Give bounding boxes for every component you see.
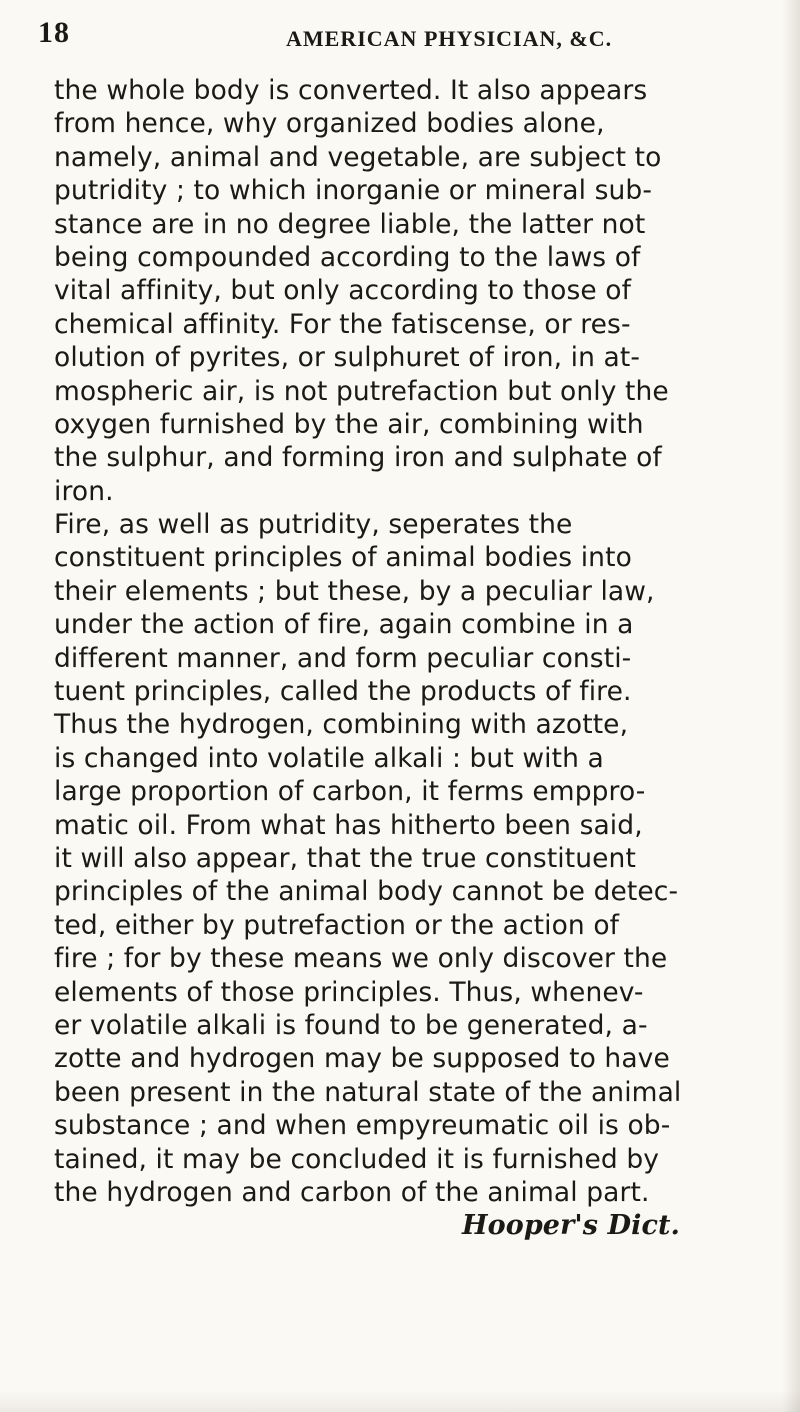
text-line: matic oil. From what has hitherto been said, <box>54 809 643 841</box>
text-line: been present in the natural state of the animal <box>54 1076 682 1108</box>
text-line: vital affinity, but only according to those of <box>54 275 632 307</box>
text-line: substance ; and when empyreumatic oil is ob- <box>54 1110 671 1142</box>
text-line: large proportion of carbon, it ferms emppro- <box>54 776 646 808</box>
source-citation: Hooper's Dict. <box>462 1210 681 1242</box>
text-line: Thus the hydrogen, combining with azotte, <box>54 709 629 741</box>
body-text <box>54 74 754 1243</box>
text-line: olution of pyrites, or sulphuret of iron, in at- <box>54 342 641 374</box>
text-line: namely, animal and vegetable, are subject to <box>54 141 662 173</box>
text-line: ted, either by putrefaction or the action of <box>54 909 620 941</box>
text-line: er volatile alkali is found to be generated, a- <box>54 1009 648 1041</box>
text-line: from hence, why organized bodies alone, <box>54 108 605 140</box>
text-line: zotte and hydrogen may be supposed to have <box>54 1043 670 1075</box>
text-line: constituent principles of animal bodies into <box>54 542 632 574</box>
text-line: their elements ; but these, by a peculiar law, <box>54 575 655 607</box>
text-line: mospheric air, is not putrefaction but only the <box>54 375 669 407</box>
text-line: being compounded according to the laws of <box>54 241 641 273</box>
text-line: is changed into volatile alkali : but with a <box>54 742 604 774</box>
text-line: stance are in no degree liable, the latter not <box>54 208 646 240</box>
text-line: tained, it may be concluded it is furnished by <box>54 1143 660 1175</box>
text-line: fire ; for by these means we only discover the <box>54 943 668 975</box>
text-line: different manner, and form peculiar consti- <box>54 642 632 674</box>
text-line: it will also appear, that the true constituent <box>54 842 636 874</box>
text-line: putridity ; to which inorganie or mineral sub- <box>54 175 653 207</box>
running-head: AMERICAN PHYSICIAN, &C. <box>286 26 613 51</box>
text-line: elements of those principles. Thus, whenev- <box>54 976 644 1008</box>
text-line: the sulphur, and forming iron and sulphate of <box>54 442 662 474</box>
text-line: tuent principles, called the products of fire. <box>54 676 632 708</box>
text-line: oxygen furnished by the air, combining with <box>54 408 644 440</box>
text-line: iron. <box>54 475 114 507</box>
scan-shadow-edge <box>782 0 800 1412</box>
text-line: principles of the animal body cannot be detec- <box>54 876 679 908</box>
text-line: Fire, as well as putridity, seperates the <box>54 509 573 541</box>
text-line: the hydrogen and carbon of the animal part. <box>54 1176 650 1208</box>
text-line: chemical affinity. For the fatiscense, or res- <box>54 308 631 340</box>
page-bottom-edge <box>0 1390 800 1412</box>
page-number: 18 <box>38 16 70 49</box>
page-header <box>38 12 758 60</box>
text-line: under the action of fire, again combine in a <box>54 609 634 641</box>
text-line: the whole body is converted. It also appears <box>54 75 648 106</box>
